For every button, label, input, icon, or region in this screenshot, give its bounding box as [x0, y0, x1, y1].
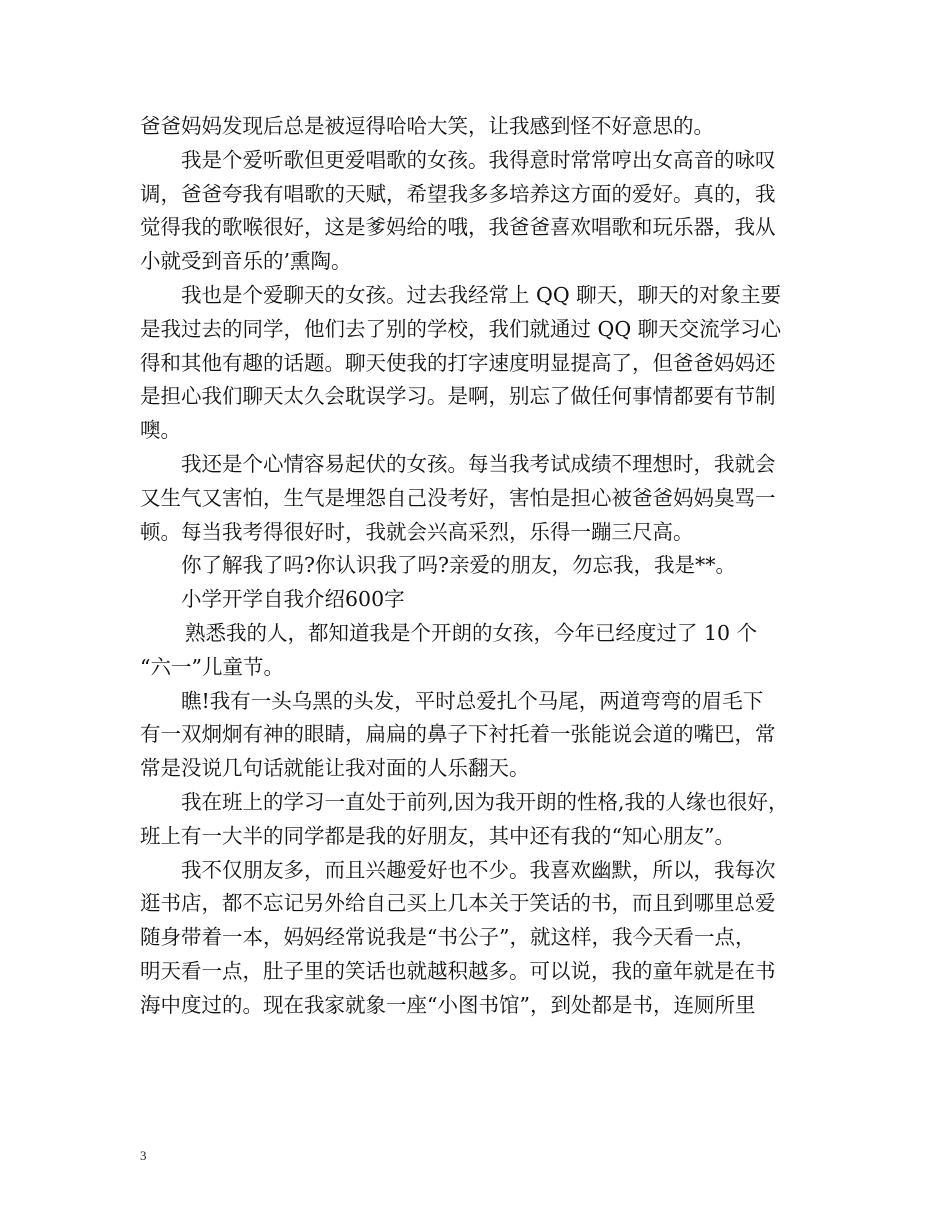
text-line: 常是没说几句话就能让我对面的人乐翻天。 [140, 756, 530, 781]
text-line: 得和其他有趣的话题。聊天使我的打字速度明显提高了，但爸爸妈妈还 [140, 350, 776, 375]
text-line: 明天看一点，肚子里的笑话也就越积越多。可以说，我的童年就是在书 [140, 958, 776, 983]
section-heading: 小学开学自我介绍600字 [181, 587, 405, 612]
paragraph-first-line: 我是个爱听歌但更爱唱歌的女孩。我得意时常常哼出女高音的咏叹 [181, 147, 776, 172]
text-line: 海中度过的。现在我家就象一座“小图书馆”，到处都是书，连厕所里 [140, 992, 756, 1017]
text-line: 逛书店，都不忘记另外给自己买上几本关于笑话的书，而且到哪里总爱 [140, 891, 776, 916]
paragraph-first-line: 你了解我了吗?你认识我了吗?亲爱的朋友，勿忘我，我是**。 [181, 553, 736, 578]
text-line: 是担心我们聊天太久会耽误学习。是啊，别忘了做任何事情都要有节制 [140, 384, 776, 409]
paragraph-first-line: 我也是个爱聊天的女孩。过去我经常上 QQ 聊天，聊天的对象主要 [181, 282, 782, 307]
page-number: 3 [140, 1148, 147, 1163]
text-line: 是我过去的同学，他们去了别的学校，我们就通过 QQ 聊天交流学习心 [140, 316, 782, 341]
paragraph-first-line: 我不仅朋友多，而且兴趣爱好也不少。我喜欢幽默，所以，我每次 [181, 857, 776, 882]
paragraph-first-line: 我在班上的学习一直处于前列,因为我开朗的性格,我的人缘也很好， [181, 789, 789, 814]
text-line: 顿。每当我考得很好时，我就会兴高采烈，乐得一蹦三尺高。 [140, 519, 694, 544]
text-line: 噢。 [140, 418, 181, 443]
text-line: 觉得我的歌喉很好，这是爹妈给的哦，我爸爸喜欢唱歌和玩乐器，我从 [140, 215, 776, 240]
paragraph-first-line: 熟悉我的人，都知道我是个开朗的女孩，今年已经度过了 10 个 [185, 620, 758, 645]
text-line: 又生气又害怕，生气是埋怨自己没考好，害怕是担心被爸爸妈妈臭骂一 [140, 485, 776, 510]
text-line: 调，爸爸夸我有唱歌的天赋，希望我多多培养这方面的爱好。真的，我 [140, 181, 776, 206]
body-text [140, 110, 820, 1023]
text-line: 小就受到音乐的’熏陶。 [140, 249, 352, 274]
paragraph-first-line: 我还是个心情容易起伏的女孩。每当我考试成绩不理想时，我就会 [181, 451, 776, 476]
text-line: 班上有一大半的同学都是我的好朋友，其中还有我的“知心朋友”。 [140, 823, 735, 848]
text-line: 随身带着一本，妈妈经常说我是“书公子”，就这样，我今天看一点， [140, 925, 756, 950]
paragraph-first-line: 瞧!我有一头乌黑的头发，平时总爱扎个马尾，两道弯弯的眉毛下 [181, 688, 764, 713]
text-line: “六一”儿童节。 [140, 654, 284, 679]
text-line: 有一双炯炯有神的眼睛，扁扁的鼻子下衬托着一张能说会道的嘴巴，常 [140, 722, 776, 747]
text-line: 爸爸妈妈发现后总是被逗得哈哈大笑，让我感到怪不好意思的。 [140, 114, 714, 138]
